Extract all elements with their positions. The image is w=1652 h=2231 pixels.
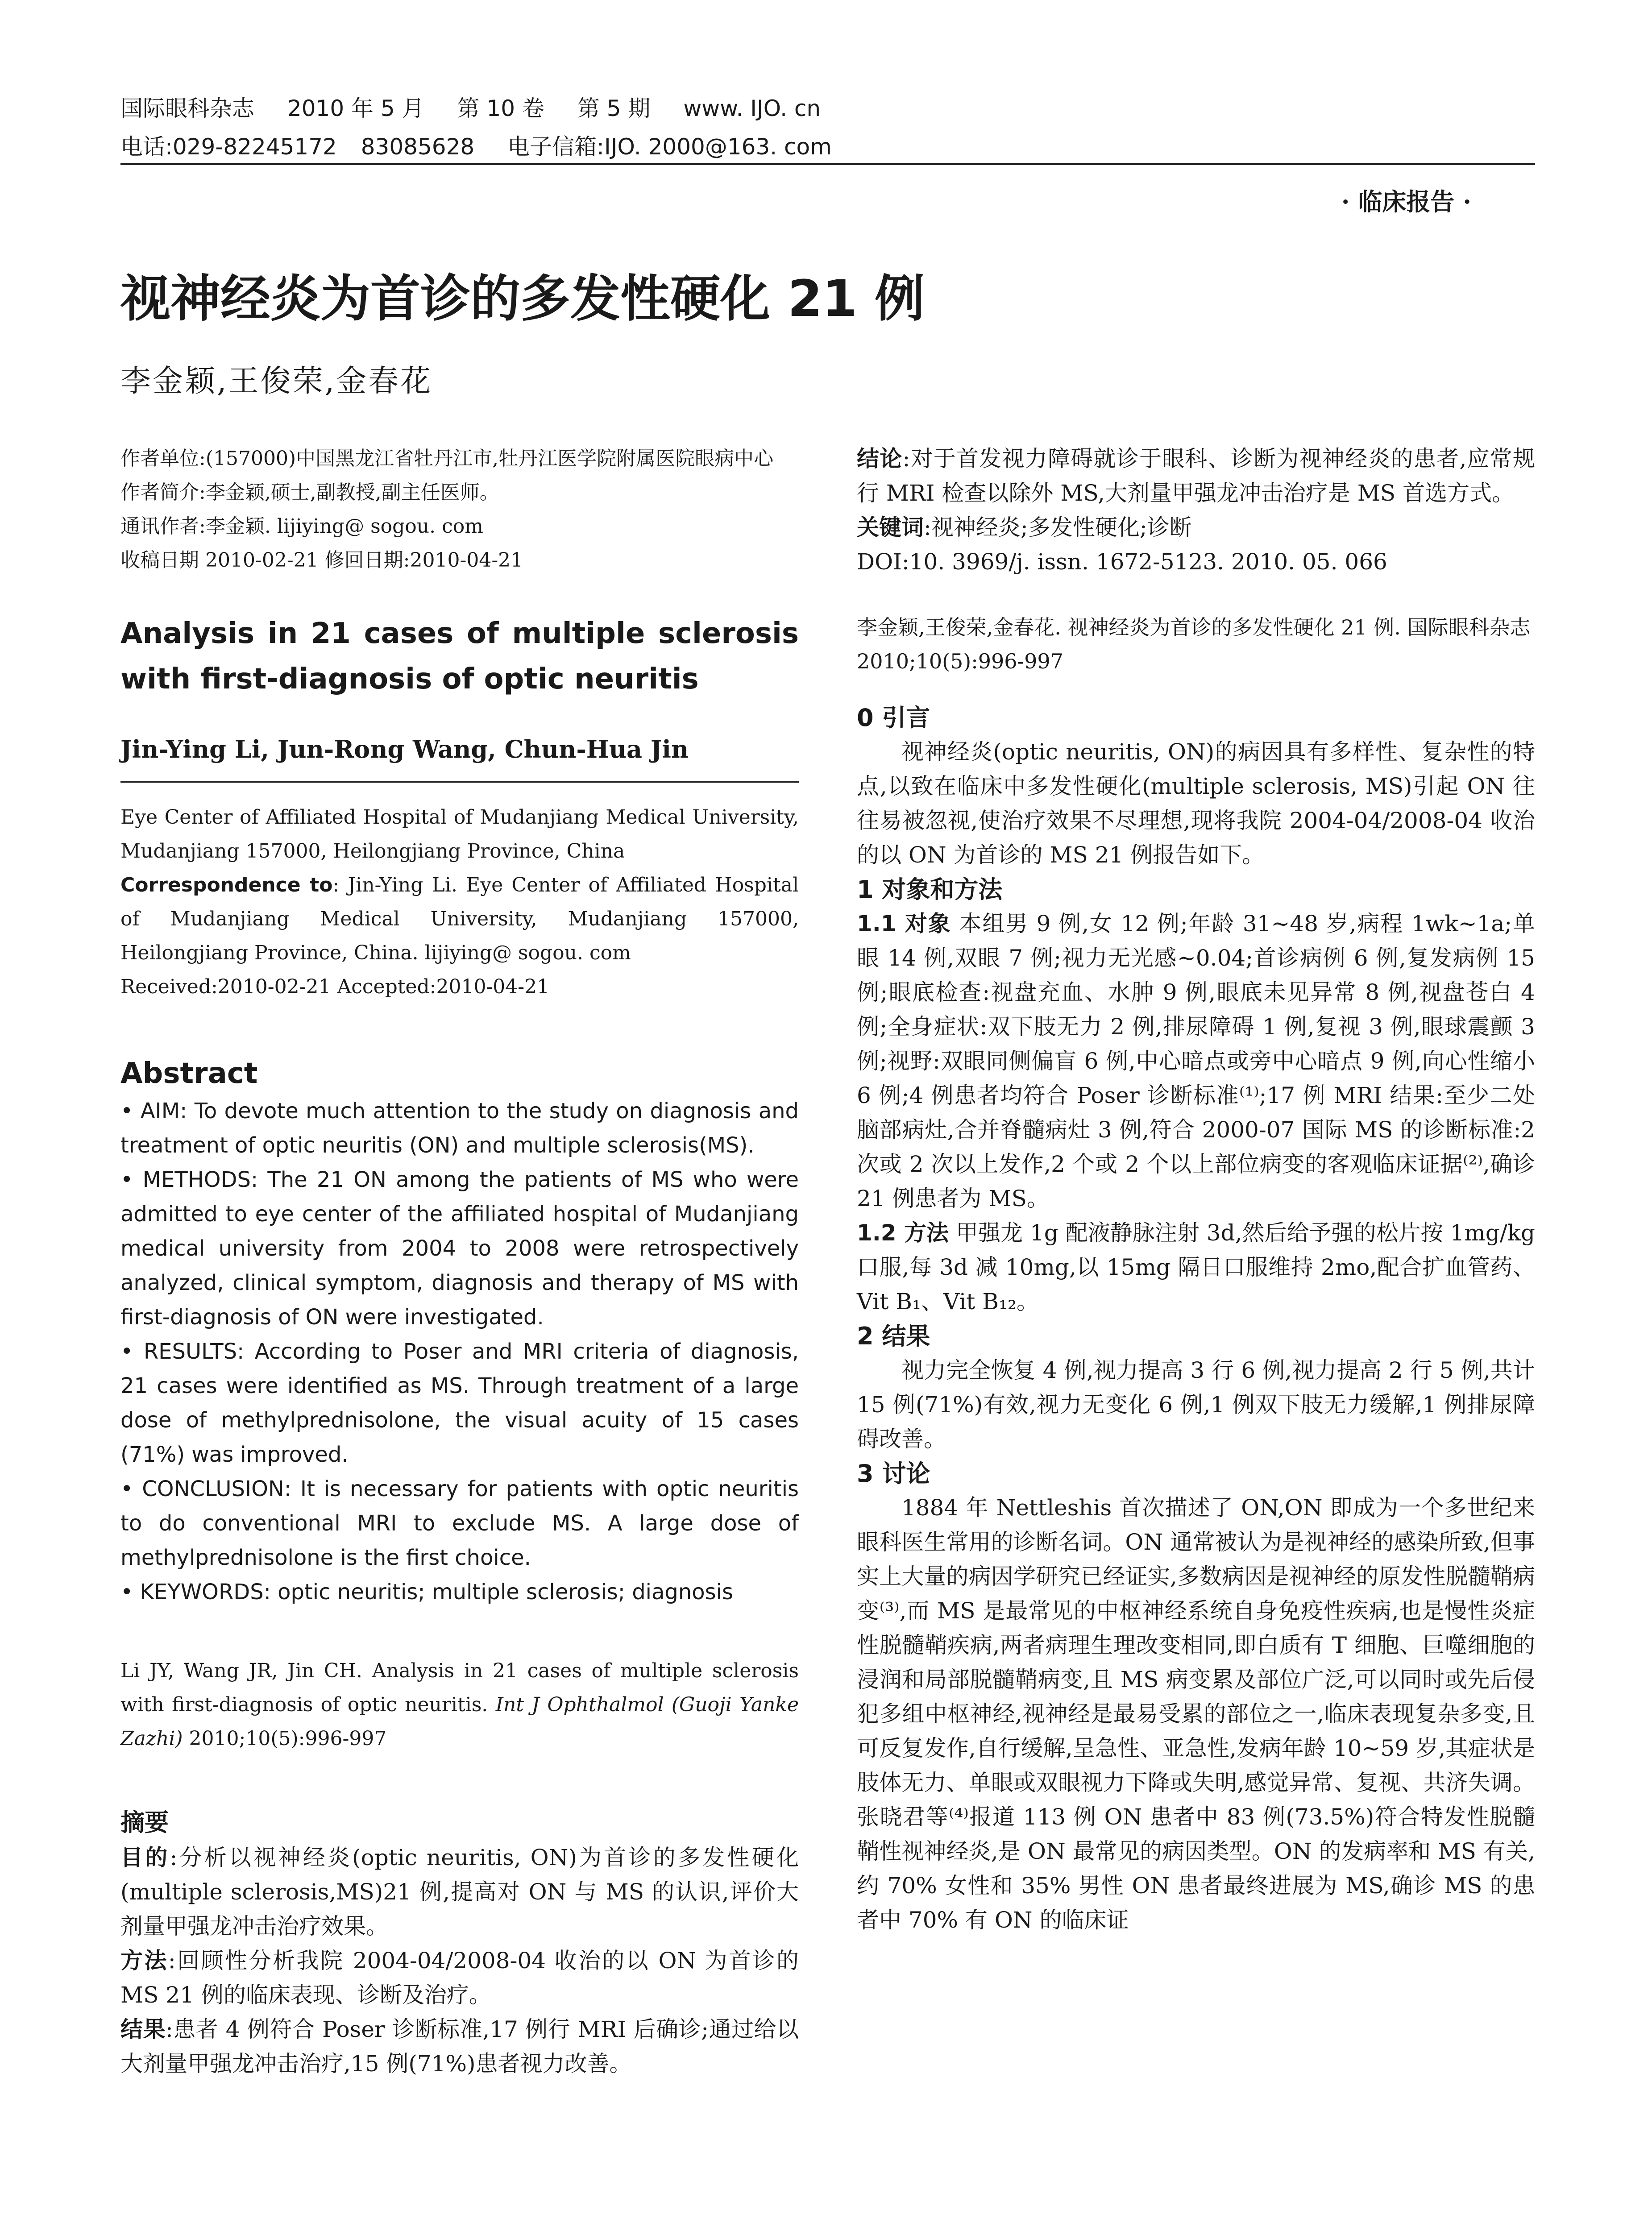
section-1-1-text: 本组男 9 例,女 12 例;年龄 31~48 岁,病程 1wk~1a;单眼 14 例,双眼 7 例;视力无光感~0.04;首诊病例 6 例,复发病例 15 例;眼底检查:视盘充血、水肿 9 例,眼底未见异常 8 例,视盘苍白 4 例;全身症状:双下肢无力 2 例,排尿障碍 1 例,复视 3 例,眼球震颤 3 例;视野:双眼同侧偏盲 6 例,中心暗点或旁中心暗点 9 例,向心性缩小 6 例;4 例患者均符合 Poser 诊断标准⁽¹⁾;17 例 MRI 结果:至少二处脑部病灶,合并脊髓病灶 3 例,符合 2000-07 国际 MS 的诊断标准:2 次或 2 次以上发作,2 个或 2 个以上部位病变的客观临床证据⁽²⁾,确诊 21 例患者为 MS。 (857, 911, 1536, 1211)
chinese-abstract-heading: 摘要 (120, 1808, 169, 1837)
results-label: 结果 (120, 2016, 166, 2042)
section-1-1-label: 1.1 对象 (857, 911, 951, 937)
received-accepted: Received:2010-02-21 Accepted:2010-04-21 (120, 975, 550, 998)
phone: 电话:029-82245172 (120, 134, 337, 160)
keywords-text: :视神经炎;多发性硬化;诊断 (924, 514, 1192, 540)
cn-abstract-conclusion (857, 442, 1535, 510)
english-citation (120, 1654, 799, 1756)
section-3-heading: 3 讨论 (857, 1460, 930, 1488)
volume: 第 10 卷 (457, 95, 544, 121)
doi[interactable]: DOI:10. 3969/j. issn. 1672-5123. 2010. 05. 066 (857, 549, 1387, 575)
issue: 第 5 期 (577, 95, 651, 121)
phone-2: 83085628 (361, 134, 475, 160)
methods-label: 方法 (120, 1948, 168, 1974)
methods-text: :回顾性分析我院 2004-04/2008-04 收治的以 ON 为首诊的 MS 21 例的临床表现、诊断及治疗。 (120, 1948, 799, 2008)
section-3-text: 1884 年 Nettleshis 首次描述了 ON,ON 即成为一个多世纪来眼科医生常用的诊断名词。ON 通常被认为是视神经的感染所致,但事实上大量的病因学研究已经证实,多数病因是视神经的原发性脱髓鞘病变⁽³⁾,而 MS 是最常见的中枢神经系统自身免疫性疾病,也是慢性炎症性脱髓鞘疾病,两者病理生理改变相同,即白质有 T 细胞、巨噬细胞的浸润和局部脱髓鞘病变,且 MS 病变累及部位广泛,可以同时或先后侵犯多组中枢神经,视神经是最易受累的部位之一,临床表现复杂多变,且可反复发作,自行缓解,呈急性、亚急性,发病年龄 10~59 岁,其症状是肢体无力、单眼或双眼视力下降或失明,感觉异常、复视、共济失调。张晓君等⁽⁴⁾报道 113 例 ON 患者中 83 例(73.5%)符合特发性脱髓鞘性视神经炎,是 ON 最常见的病因类型。ON 的发病率和 MS 有关,约 70% 女性和 35% 男性 ON 患者最终进展为 MS,确诊 MS 的患者中 70% 有 ON 的临床证 (857, 1495, 1535, 1933)
english-affiliation: Eye Center of Affiliated Hospital of Mudanjiang Medical University, Mudanjiang 157000, Heilongjiang Province, China (120, 806, 799, 863)
section-tag: · 临床报告 · (1341, 187, 1471, 216)
keywords-label: 关键词 (857, 514, 924, 540)
email[interactable]: 电子信箱:IJO. 2000@163. com (507, 134, 832, 160)
section-1-2 (857, 1216, 1535, 1319)
abstract-keywords: • KEYWORDS: optic neuritis; multiple sclerosis; diagnosis (120, 1580, 734, 1605)
english-authors: Jin-Ying Li, Jun-Rong Wang, Chun-Hua Jin (120, 735, 689, 763)
abstract-heading: Abstract (120, 1057, 258, 1090)
affiliation-line: 作者单位:(157000)中国黑龙江省牡丹江市,牡丹江医学院附属医院眼病中心 (120, 447, 774, 470)
header-line-1 (120, 89, 1535, 128)
author-bio-line: 作者简介:李金颖,硕士,副教授,副主任医师。 (120, 481, 499, 504)
cn-abstract-methods (120, 1944, 799, 2012)
cn-abstract-objective (120, 1841, 799, 1944)
chinese-citation: 李金颖,王俊荣,金春花. 视神经炎为首诊的多发性硬化 21 例. 国际眼科杂志 2010;10(5):996-997 (857, 615, 1531, 673)
abstract-methods: • METHODS: The 21 ON among the patients of MS who were admitted to eye center of the affiliated hospital of Mudanjiang medical university from 2004 to 2008 were retrospectively analyzed, clinical symptom, diagnosis and therapy of MS with first-diagnosis of ON were investigated. (120, 1167, 799, 1330)
section-1-heading: 1 对象和方法 (857, 875, 1003, 904)
journal-name: 国际眼科杂志 (120, 95, 254, 121)
correspondence-text: : Jin-Ying Li. Eye Center of Affiliated Hospital of Mudanjiang Medical University, Mudanjiang 157000, Heilongjiang Province, China. lijiying@ sogou. com (120, 874, 799, 964)
right-column (857, 442, 1535, 1937)
section-0-heading: 0 引言 (857, 704, 930, 732)
correspondence-label: Correspondence to (120, 874, 333, 896)
cn-abstract-results (120, 2012, 799, 2081)
results-text: :患者 4 例符合 Poser 诊断标准,17 例行 MRI 后确诊;通过给以大剂量甲强龙冲击治疗,15 例(71%)患者视力改善。 (120, 2016, 799, 2077)
journal-header (120, 89, 1535, 166)
header-line-2 (120, 128, 1535, 166)
section-1-2-text: 甲强龙 1g 配液静脉注射 3d,然后给予强的松片按 1mg/kg 口服,每 3d 减 10mg,以 15mg 隔日口服维持 2mo,配合扩血管药、Vit B₁、Vit B₁₂。 (857, 1220, 1535, 1315)
citation-authors-title: Li JY, Wang JR, Jin CH. Analysis in 21 cases of multiple sclerosis with first-diagnosis of optic neuritis. (120, 1659, 799, 1716)
issue-date: 2010 年 5 月 (287, 95, 424, 121)
objective-label: 目的 (120, 1845, 170, 1870)
english-title: Analysis in 21 cases of multiple sclerosis with first-diagnosis of optic neuritis (120, 617, 799, 696)
objective-text: :分析以视神经炎(optic neuritis, ON)为首诊的多发性硬化(multiple sclerosis,MS)21 例,提高对 ON 与 MS 的认识,评价大剂量甲强龙冲击治疗效果。 (120, 1845, 799, 1939)
abstract-aim: • AIM: To devote much attention to the study on diagnosis and treatment of optic neuritis (ON) and multiple sclerosis(MS). (120, 1099, 799, 1158)
conclusion-label: 结论 (857, 446, 903, 472)
dates-line: 收稿日期 2010-02-21 修回日期:2010-04-21 (120, 549, 523, 572)
affiliation-block (120, 442, 799, 577)
cn-keywords (857, 510, 1535, 545)
author-divider (120, 781, 799, 783)
header-divider (120, 163, 1535, 165)
citation-volume: 2010;10(5):996-997 (183, 1727, 387, 1750)
correspondence-line: 通讯作者:李金颖. lijiying@ sogou. com (120, 515, 483, 538)
abstract-conclusion: • CONCLUSION: It is necessary for patients with optic neuritis to do conventional MRI to exclude MS. A large dose of methylprednisolone is the first choice. (120, 1476, 799, 1570)
authors-cn: 李金颖,王俊荣,金春花 (120, 364, 433, 399)
section-1-1 (857, 907, 1535, 1216)
conclusion-text: :对于首发视力障碍就诊于眼科、诊断为视神经炎的患者,应常规行 MRI 检查以除外 MS,大剂量甲强龙冲击治疗是 MS 首选方式。 (857, 446, 1535, 506)
section-0-text: 视神经炎(optic neuritis, ON)的病因具有多样性、复杂性的特点,以致在临床中多发性硬化(multiple sclerosis, MS)引起 ON 往往易被忽视,使治疗效果不尽理想,现将我院 2004-04/2008-04 收治的以 ON 为首诊的 MS 21 例报告如下。 (857, 739, 1535, 868)
section-1-2-label: 1.2 方法 (857, 1220, 949, 1246)
citation-journal: Int J Ophthalmol (Guoji Yanke Zazhi) (120, 1693, 799, 1750)
section-2-heading: 2 结果 (857, 1322, 930, 1350)
abstract-results: • RESULTS: According to Poser and MRI criteria of diagnosis, 21 cases were identified as MS. Through treatment of a large dose of methylprednisolone, the visual acuity of 15 cases (71%) was improved. (120, 1339, 799, 1467)
english-correspondence (120, 868, 799, 970)
article-title: 视神经炎为首诊的多发性硬化 21 例 (120, 270, 925, 328)
left-column (120, 442, 799, 2081)
section-2-text: 视力完全恢复 4 例,视力提高 3 行 6 例,视力提高 2 行 5 例,共计 15 例(71%)有效,视力无变化 6 例,1 例双下肢无力缓解,1 例排尿障碍改善。 (857, 1357, 1535, 1452)
journal-url[interactable]: www. IJO. cn (683, 95, 821, 121)
